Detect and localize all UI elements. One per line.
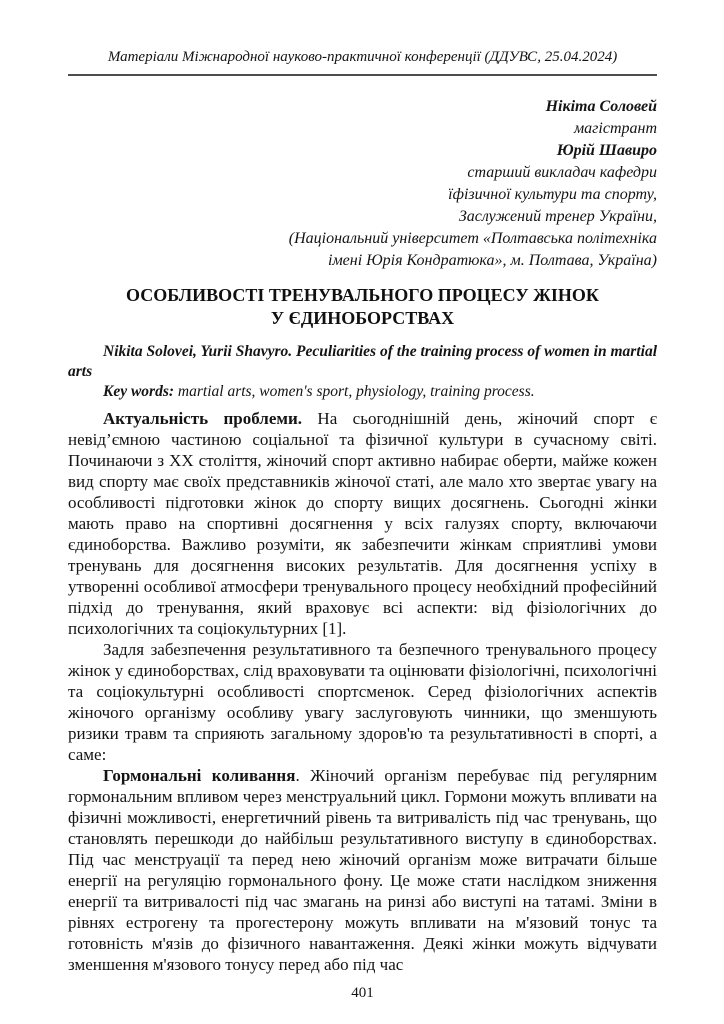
- running-header-text: Матеріали Міжнародної науково-практичної конференції (ДДУВС, 25.04.2024): [107, 49, 618, 65]
- paragraph-3-text: . Жіночий організм перебуває під регулярним гормональним впливом через менструальний цикл. Гормони можуть впливати на фізичні можливості, енергетичний рівень та витривалість під час тренувань, що становлять перешкоди до найбільш результативного виступу в єдиноборствах. Під час менструації та перед нею жіночий організм може витрачати більше енергії на регуляцію гормонального фону. Це може стати наслідком зниження енергії та витривалості під час змагань на ринзі або виступі на татамі. Зміни в рівнях естрогену та прогестерону можуть впливати на м'язовий тонус та готовність м'язів до фізичного навантаження. Деякі жінки можуть відчувати зменшення м'язового тонусу перед або під час: [68, 766, 658, 974]
- running-header: [68, 48, 657, 76]
- article-title-line1: ОСОБЛИВОСТІ ТРЕНУВАЛЬНОГО ПРОЦЕСУ ЖІНОК: [126, 285, 599, 305]
- keywords-text: martial arts, women's sport, physiology, training process.: [174, 383, 535, 400]
- article-title: [68, 284, 657, 330]
- author-honor: Заслужений тренер України,: [458, 208, 657, 225]
- author-role-2: старший викладач кафедри: [467, 164, 657, 181]
- paragraph-1: [68, 408, 657, 639]
- keywords-line: [68, 382, 657, 402]
- paragraph-2-text: Задля забезпечення результативного та безпечного тренувального процесу жінок у єдиноборствах, слід враховувати та оцінювати фізіологічні, психологічні та соціокультурні особливості спортсменок. Серед фізіологічних аспектів жіночого організму особливу увагу заслуговують чинники, що зменшують ризики травм та сприяють загальному здоров'ю та результативності в спорті, а саме:: [68, 640, 657, 764]
- author-name-1: Нікіта Соловей: [545, 98, 657, 115]
- author-role-1: магістрант: [573, 120, 657, 137]
- paragraph-2: [68, 639, 657, 765]
- paragraph-3-lead: Гормональні коливання: [103, 766, 296, 785]
- page-number: 401: [351, 985, 374, 1001]
- author-affiliation-2: імені Юрія Кондратюка», м. Полтава, Україна): [328, 252, 657, 269]
- author-name-2: Юрій Шавиро: [556, 142, 657, 159]
- author-block: [68, 96, 657, 272]
- paragraph-1-lead: Актуальність проблеми.: [103, 409, 303, 428]
- keywords-label: Key words:: [103, 383, 175, 400]
- paragraph-3: [68, 765, 657, 975]
- article-body: [68, 408, 657, 975]
- abstract-block: [68, 342, 657, 402]
- paragraph-1-text: На сьогоднішній день, жіночий спорт є невід’ємною частиною соціальної та фізичної культури в сучасному світі. Починаючи з ХХ століття, жіночий спорт активно набирає оберти, майже кожен вид спорту має своїх представників жіночої статі, але мало хто звертає увагу на особливості підготовки жінок до спорту вищих досягнень. Сьогодні жінки мають право на спортивні досягнення у всіх галузях спорту, включаючи єдиноборства. Важливо розуміти, як забезпечити жінкам сприятливі умови тренувань для досягнення високих результатів. Для досягнення успіху в утворенні особливої атмосфери тренувального процесу необхідний професійний підхід до тренування, який враховує всі аспекти: від фізіологічних до психологічних та соціокультурних [1].: [68, 409, 657, 638]
- author-department: їфізичної культури та спорту,: [448, 186, 657, 203]
- author-affiliation-1: (Національний університет «Полтавська політехніка: [288, 230, 657, 247]
- citation-en: Nikita Solovei, Yurii Shavyro. Peculiarities of the training process of women in martial arts: [68, 343, 657, 380]
- article-title-line2: У ЄДИНОБОРСТВАХ: [270, 308, 455, 328]
